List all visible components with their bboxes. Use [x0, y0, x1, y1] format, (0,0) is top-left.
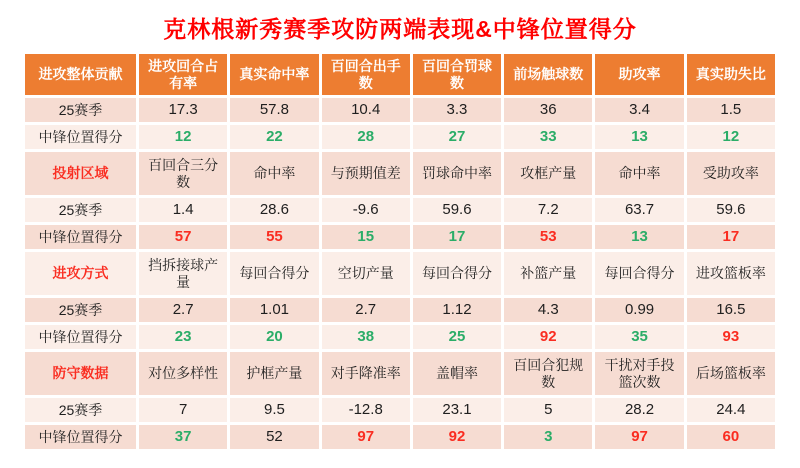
season-cell: 7 — [138, 397, 229, 424]
header-cell: 前场触球数 — [503, 53, 594, 97]
season-cell: 9.5 — [229, 397, 320, 424]
section-cell: 百回合三分数 — [138, 151, 229, 197]
section-cell: 百回合犯规数 — [503, 351, 594, 397]
season-cell: -9.6 — [320, 197, 411, 224]
section-cell: 与预期值差 — [320, 151, 411, 197]
season-cell: 3.3 — [411, 97, 502, 124]
season-cell: 57.8 — [229, 97, 320, 124]
percentile-cell: 23 — [138, 324, 229, 351]
percentile-cell: 15 — [320, 224, 411, 251]
header-cell: 助攻率 — [594, 53, 685, 97]
season-cell: 16.5 — [685, 297, 776, 324]
header-row-label: 进攻整体贡献 — [24, 53, 138, 97]
section-cell: 盖帽率 — [411, 351, 502, 397]
table-row-season — [24, 297, 777, 324]
section-cell: 护框产量 — [229, 351, 320, 397]
percentile-cell: 27 — [411, 124, 502, 151]
section-cell: 空切产量 — [320, 251, 411, 297]
section-cell: 受助攻率 — [685, 151, 776, 197]
percentile-cell: 13 — [594, 224, 685, 251]
section-cell: 罚球命中率 — [411, 151, 502, 197]
percentile-cell: 12 — [685, 124, 776, 151]
percentile-cell: 37 — [138, 424, 229, 451]
season-cell: 23.1 — [411, 397, 502, 424]
table-row-section — [24, 251, 777, 297]
percentile-cell: 97 — [594, 424, 685, 451]
header-cell: 百回合出手数 — [320, 53, 411, 97]
percentile-row-label: 中锋位置得分 — [24, 224, 138, 251]
section-cell: 命中率 — [594, 151, 685, 197]
table-row-percentile — [24, 324, 777, 351]
season-cell: 7.2 — [503, 197, 594, 224]
season-cell: 3.4 — [594, 97, 685, 124]
stats-table-body — [24, 53, 777, 451]
section-cell: 对手降准率 — [320, 351, 411, 397]
season-cell: 2.7 — [138, 297, 229, 324]
page-title: 克林根新秀赛季攻防两端表现&中锋位置得分 — [163, 16, 637, 42]
percentile-cell: 93 — [685, 324, 776, 351]
table-row-season — [24, 197, 777, 224]
season-cell: 28.6 — [229, 197, 320, 224]
percentile-cell: 12 — [138, 124, 229, 151]
stats-table — [22, 51, 778, 452]
section-row-label: 投射区域 — [24, 151, 138, 197]
table-row-season — [24, 397, 777, 424]
season-row-label: 25赛季 — [24, 397, 138, 424]
season-cell: 0.99 — [594, 297, 685, 324]
section-cell: 补篮产量 — [503, 251, 594, 297]
percentile-cell: 20 — [229, 324, 320, 351]
percentile-cell: 17 — [411, 224, 502, 251]
section-cell: 每回合得分 — [411, 251, 502, 297]
table-row-header — [24, 53, 777, 97]
season-cell: 28.2 — [594, 397, 685, 424]
section-cell: 进攻篮板率 — [685, 251, 776, 297]
header-cell: 进攻回合占有率 — [138, 53, 229, 97]
table-row-percentile — [24, 224, 777, 251]
percentile-cell: 33 — [503, 124, 594, 151]
table-row-percentile — [24, 424, 777, 451]
percentile-cell: 28 — [320, 124, 411, 151]
season-cell: 2.7 — [320, 297, 411, 324]
season-row-label: 25赛季 — [24, 97, 138, 124]
percentile-row-label: 中锋位置得分 — [24, 124, 138, 151]
section-cell: 对位多样性 — [138, 351, 229, 397]
percentile-row-label: 中锋位置得分 — [24, 424, 138, 451]
season-cell: 5 — [503, 397, 594, 424]
percentile-cell: 60 — [685, 424, 776, 451]
season-cell: 63.7 — [594, 197, 685, 224]
percentile-cell: 92 — [503, 324, 594, 351]
season-cell: 36 — [503, 97, 594, 124]
season-cell: 1.5 — [685, 97, 776, 124]
section-cell: 挡拆接球产量 — [138, 251, 229, 297]
season-row-label: 25赛季 — [24, 297, 138, 324]
season-cell: 4.3 — [503, 297, 594, 324]
section-cell: 命中率 — [229, 151, 320, 197]
header-cell: 百回合罚球数 — [411, 53, 502, 97]
table-row-percentile — [24, 124, 777, 151]
section-row-label: 进攻方式 — [24, 251, 138, 297]
season-cell: 1.4 — [138, 197, 229, 224]
table-row-season — [24, 97, 777, 124]
percentile-row-label: 中锋位置得分 — [24, 324, 138, 351]
season-cell: 17.3 — [138, 97, 229, 124]
section-cell: 每回合得分 — [594, 251, 685, 297]
percentile-cell: 35 — [594, 324, 685, 351]
table-row-section — [24, 351, 777, 397]
percentile-cell: 97 — [320, 424, 411, 451]
percentile-cell: 53 — [503, 224, 594, 251]
section-cell: 后场篮板率 — [685, 351, 776, 397]
season-cell: 1.12 — [411, 297, 502, 324]
section-row-label: 防守数据 — [24, 351, 138, 397]
season-cell: 24.4 — [685, 397, 776, 424]
table-row-section — [24, 151, 777, 197]
section-cell: 每回合得分 — [229, 251, 320, 297]
percentile-cell: 17 — [685, 224, 776, 251]
section-cell: 干扰对手投篮次数 — [594, 351, 685, 397]
season-row-label: 25赛季 — [24, 197, 138, 224]
season-cell: -12.8 — [320, 397, 411, 424]
percentile-cell: 22 — [229, 124, 320, 151]
percentile-cell: 13 — [594, 124, 685, 151]
season-cell: 10.4 — [320, 97, 411, 124]
percentile-cell: 38 — [320, 324, 411, 351]
season-cell: 59.6 — [685, 197, 776, 224]
header-cell: 真实命中率 — [229, 53, 320, 97]
percentile-cell: 52 — [229, 424, 320, 451]
percentile-cell: 3 — [503, 424, 594, 451]
percentile-cell: 25 — [411, 324, 502, 351]
header-cell: 真实助失比 — [685, 53, 776, 97]
section-cell: 攻框产量 — [503, 151, 594, 197]
percentile-cell: 57 — [138, 224, 229, 251]
season-cell: 59.6 — [411, 197, 502, 224]
percentile-cell: 55 — [229, 224, 320, 251]
season-cell: 1.01 — [229, 297, 320, 324]
percentile-cell: 92 — [411, 424, 502, 451]
